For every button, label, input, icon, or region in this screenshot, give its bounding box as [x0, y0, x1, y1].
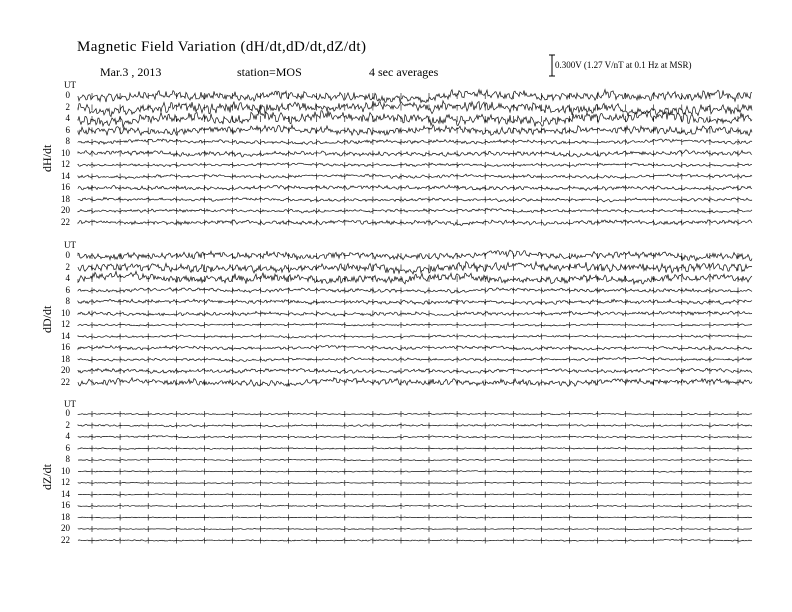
hour-label: 12 — [61, 319, 70, 329]
trace-line — [78, 357, 752, 361]
trace-line — [78, 110, 752, 127]
trace-line — [78, 150, 752, 157]
hour-label: 22 — [61, 376, 70, 387]
trace-line — [78, 459, 752, 461]
trace-line — [78, 262, 752, 274]
chart-title: Magnetic Field Variation (dH/dt,dD/dt,dZ/dt) — [77, 39, 367, 55]
trace-line — [78, 436, 752, 439]
hour-label: 4 — [65, 273, 70, 283]
hour-label: 4 — [65, 431, 70, 441]
trace-line — [78, 540, 752, 542]
trace-line — [78, 528, 752, 529]
hour-label: 14 — [61, 170, 70, 181]
trace-line — [78, 198, 752, 202]
trace-line — [78, 299, 752, 304]
hour-label: 0 — [65, 90, 70, 100]
trace-line — [78, 101, 752, 117]
hour-label: 8 — [65, 454, 70, 464]
trace-line — [78, 471, 752, 473]
hour-label: 10 — [61, 307, 70, 318]
trace-line — [78, 448, 752, 450]
hour-label: 18 — [61, 511, 70, 522]
hour-label: 6 — [65, 284, 70, 295]
averaging-label: 4 sec averages — [369, 65, 439, 79]
station-label: station=MOS — [237, 65, 302, 79]
hour-label: 22 — [61, 216, 70, 227]
hour-label: 4 — [65, 113, 70, 123]
trace-line — [78, 220, 752, 226]
trace-line — [78, 335, 752, 338]
hour-label: 0 — [65, 250, 70, 260]
scale-bar-label: 0.300V (1.27 V/nT at 0.1 Hz at MSR) — [555, 60, 692, 70]
trace-line — [78, 163, 752, 167]
ut-label: UT — [64, 240, 76, 250]
hour-label: 16 — [61, 342, 70, 352]
trace-line — [78, 505, 752, 507]
trace-line — [78, 494, 752, 495]
hour-label: 2 — [65, 101, 70, 112]
trace-line — [78, 424, 752, 427]
hour-label: 2 — [65, 419, 70, 430]
trace-line — [78, 185, 752, 190]
component-label: dH/dt — [40, 144, 54, 172]
trace-line — [78, 517, 752, 518]
ut-label: UT — [64, 80, 76, 90]
hour-label: 14 — [61, 488, 70, 499]
trace-line — [78, 208, 752, 213]
hour-label: 12 — [61, 159, 70, 169]
ut-label: UT — [64, 399, 76, 409]
hour-label: 8 — [65, 296, 70, 306]
trace-line — [78, 368, 752, 373]
trace-line — [78, 174, 752, 179]
hour-label: 0 — [65, 408, 70, 418]
hour-label: 16 — [61, 182, 70, 192]
trace-line — [78, 90, 752, 103]
trace-line — [78, 345, 752, 350]
hour-label: 20 — [61, 523, 70, 533]
component-label: dD/dt — [40, 305, 54, 333]
hour-label: 8 — [65, 136, 70, 146]
hour-label: 20 — [61, 365, 70, 375]
date-label: Mar.3 , 2013 — [100, 65, 162, 79]
hour-label: 2 — [65, 261, 70, 272]
hour-label: 6 — [65, 124, 70, 135]
trace-line — [78, 482, 752, 483]
hour-label: 16 — [61, 500, 70, 510]
trace-line — [78, 324, 752, 327]
component-label: dZ/dt — [40, 464, 54, 490]
hour-label: 12 — [61, 477, 70, 487]
hour-label: 6 — [65, 442, 70, 453]
trace-line — [78, 311, 752, 316]
hour-label: 18 — [61, 353, 70, 364]
hour-label: 20 — [61, 205, 70, 215]
hour-label: 22 — [61, 534, 70, 545]
trace-line — [78, 413, 752, 415]
trace-line — [78, 250, 752, 261]
hour-label: 10 — [61, 465, 70, 476]
trace-line — [78, 139, 752, 145]
hour-label: 18 — [61, 193, 70, 204]
trace-line — [78, 125, 752, 136]
trace-line — [78, 378, 752, 387]
hour-label: 10 — [61, 147, 70, 158]
trace-line — [78, 288, 752, 294]
trace-line — [78, 271, 752, 284]
hour-label: 14 — [61, 330, 70, 341]
